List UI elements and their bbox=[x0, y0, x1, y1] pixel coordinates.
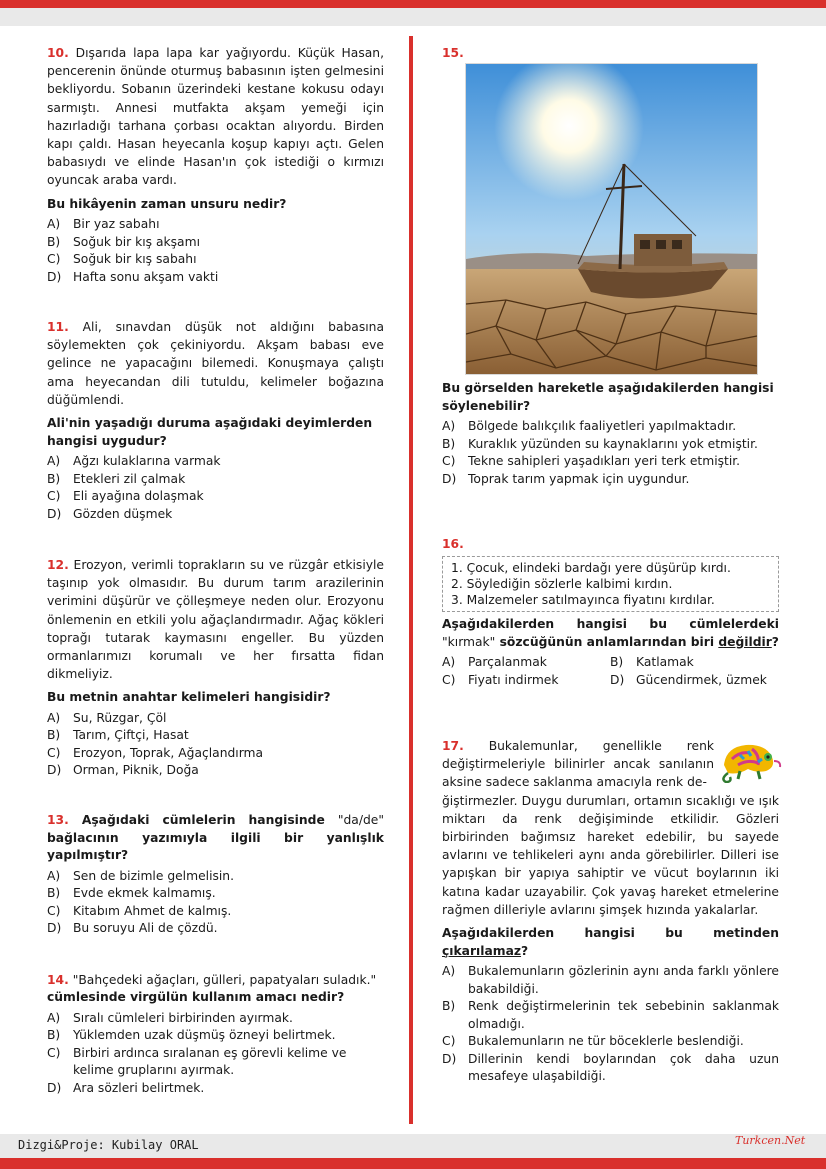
option-a[interactable]: A) Parçalanmak bbox=[442, 655, 547, 670]
photo-illustration bbox=[466, 64, 757, 374]
quoted-term: "da/de" bbox=[337, 813, 384, 827]
option-d[interactable]: D) Gücendirmek, üzmek bbox=[610, 672, 767, 687]
question-number: 13. bbox=[47, 813, 69, 827]
question-stem: Dışarıda lapa lapa kar yağıyordu. Küçük Hasan, pencerenin önünde oturmuş babasının işten gelmesini bekliyordu. Sobanın üzerindeki kestane kokusu odayı sarmıştı. Annesi mutfakta akşam yemeği için hazırladığı tarhana çorbası ocaktan alıyordu. Birden kapı çaldı. Hasan heyecanla koşup kapıyı açtı. Gelen babasıydı ve elinde Hasan'ın çok istediği o kırmızı oyuncak araba vardı. bbox=[47, 46, 384, 188]
option-b[interactable]: B) Evde ekmek kalmamış. bbox=[47, 886, 216, 900]
question-number: 17. bbox=[442, 739, 464, 753]
option-d[interactable]: D) Ara sözleri belirtmek. bbox=[47, 1080, 205, 1095]
option-d[interactable]: D) Hafta sonu akşam vakti bbox=[47, 269, 219, 284]
question-13 bbox=[47, 812, 384, 938]
option-b[interactable]: B) Soğuk bir kış akşamı bbox=[47, 234, 200, 249]
option-c[interactable]: C) Kitabım Ahmet de kalmış. bbox=[47, 903, 232, 918]
brand-logo[interactable]: Turkcen.Net bbox=[735, 1134, 806, 1147]
question-11 bbox=[47, 318, 384, 523]
sentence-1: 1. Çocuk, elindeki bardağı yere düşürüp kırdı. bbox=[451, 561, 731, 576]
question-15 bbox=[442, 380, 779, 488]
option-c[interactable]: C) Birbiri ardınca sıralanan eş görevli kelime ve kelime gruplarını ayırmak. bbox=[47, 1045, 347, 1078]
question-stem: Ali, sınavdan düşük not aldığını babasına söylemekten çok çekiniyordu. Akşam babası eve gelince ne yapacağını bilemedi. Konuşmaya çalıştı ama heyecandan dili tutuldu, kelimeler boğazına düğümlendi. bbox=[47, 320, 384, 407]
question-prompt-start: Aşağıdakilerden hangisi bu metinden bbox=[442, 926, 779, 941]
top-red-bar bbox=[0, 0, 826, 8]
question-14 bbox=[47, 971, 384, 1097]
option-a[interactable]: A) Su, Rüzgar, Çöl bbox=[47, 710, 167, 725]
option-a[interactable]: A) Bukalemunların gözlerinin aynı anda farklı yönlere bakabildiği. bbox=[442, 964, 779, 996]
question-15-number bbox=[442, 44, 779, 62]
question-number: 14. bbox=[47, 973, 69, 987]
question-prompt-start: Aşağıdaki cümlelerin hangisinde bbox=[81, 813, 325, 827]
question-prompt: cümlesinde virgülün kullanım amacı nedir? bbox=[47, 990, 345, 1005]
option-c[interactable]: C) Bukalemunların ne tür böceklerle beslendiği. bbox=[442, 1034, 744, 1049]
quoted-term: "kırmak" bbox=[442, 634, 496, 649]
question-prompt-end: sözcüğünün anlamlarından biri bbox=[499, 634, 715, 649]
question-prompt-start: Aşağıdakilerden hangisi bu cümlelerdeki bbox=[442, 617, 779, 632]
quoted-sentence: "Bahçedeki ağaçları, gülleri, papatyaları suladık." bbox=[72, 973, 377, 987]
option-c[interactable]: C) Erozyon, Toprak, Ağaçlandırma bbox=[47, 745, 264, 760]
option-a[interactable]: A) Bir yaz sabahı bbox=[47, 217, 160, 232]
option-a[interactable]: A) Sıralı cümleleri birbirinden ayırmak. bbox=[47, 1010, 293, 1025]
option-d[interactable]: D) Gözden düşmek bbox=[47, 506, 173, 521]
question-number: 16. bbox=[442, 537, 464, 551]
option-b[interactable]: B) Tarım, Çiftçi, Hasat bbox=[47, 728, 189, 743]
option-b[interactable]: B) Yüklemden uzak düşmüş özneyi belirtmek. bbox=[47, 1028, 336, 1043]
option-a[interactable]: A) Sen de bizimle gelmelisin. bbox=[47, 868, 235, 883]
question-prompt-end: bağlacının yazımıyla ilgili bir yanlışlık yapılmıştır? bbox=[47, 830, 384, 862]
question-number: 10. bbox=[47, 46, 69, 60]
question-16: 16. 1. Çocuk, elindeki bardağı yere düşürüp kırdı. 2. Söylediğin sözlerle kalbimi kırdın. 3. Malzemeler satılmayınca fiyatını kırdılar. Aşağıdakilerden hangisi bu cümlelerdeki "kırmak" sözcüğünün anlamlarından biri değildir? A) Parçalanmak B) Katlamak C) Fiyatı indirmek D) Gücendirmek, üzmek bbox=[442, 535, 779, 689]
question-number: 11. bbox=[47, 320, 69, 334]
option-a[interactable]: A) Ağzı kulaklarına varmak bbox=[47, 454, 221, 469]
question-number: 15. bbox=[442, 46, 464, 60]
options-grid bbox=[442, 654, 779, 689]
negation-word: çıkarılamaz bbox=[442, 943, 522, 958]
footer-credit: Dizgi&Proje: Kubilay ORAL bbox=[18, 1138, 199, 1152]
option-c[interactable]: C) Eli ayağına dolaşmak bbox=[47, 489, 204, 504]
option-d[interactable]: D) Orman, Piknik, Doğa bbox=[47, 763, 199, 778]
question-stem: Erozyon, verimli toprakların su ve rüzgâr etkisiyle taşınıp yok olmasıdır. Bu durum tarım arazilerinin verimini düşürür ve çölleşmeye neden olur. Erozyonu önlemenin en etkili yolu ağaçlandırmadır. Ağaç kökleri toprağı tutarak kaymasını engeller. Bu yüzden ormanlarımızı korumalı ve her fırsatta fidan dikmeliyiz. bbox=[47, 558, 384, 682]
option-a[interactable]: A) Bölgede balıkçılık faaliyetleri yapılmaktadır. bbox=[442, 419, 737, 433]
option-d[interactable]: D) Bu soruyu Ali de çözdü. bbox=[47, 921, 218, 935]
option-c[interactable]: C) Tekne sahipleri yaşadıkları yeri terk etmiştir. bbox=[442, 454, 741, 468]
sentences-box bbox=[442, 556, 779, 612]
question-stem-start: Bukalemunlar, genellikle renk değiştirmeleriyle bilinirler ancak sanılanın aksine sadece saklanma amacıyla renk de- bbox=[442, 739, 714, 790]
question-10 bbox=[47, 44, 384, 286]
option-b[interactable]: B) Kuraklık yüzünden su kaynaklarını yok etmiştir. bbox=[442, 436, 758, 451]
question-17: 17. Bukalemunlar, genellikle renk değiştirmeleriyle bilinirler ancak sanılanın aksine sadece saklanma amacıyla renk de- ğiştirmezler. Duygu durumları, ortamın sıcaklığı ve ışık miktarı da renk değişiminde etkilidir. Gözleri birbirinden bağımsız hareket edebilir, bu sayede avlarını ve tehlikeleri aynı anda görebilirler. Dilleri ise yapışkan bir yapıya sahiptir ve vücut boylarının iki katına kadar uzayabilir. Çok yavaş hareket etmelerine rağmen dilleriyle avlarını şimşek hızında yakalarlar. Aşağıdakilerden hangisi bu metinden çıkarılamaz? A) Bukalemunların gözlerinin aynı anda farklı yönlere bakabildiği. B) Renk değiştirmelerinin tek sebebinin saklanmak olmadığı. C) Bukalemunların ne tür böceklerle beslendiği. D) Dillerinin kendi boylarından çok daha uzun mesafeye ulaşabildiği. bbox=[442, 737, 779, 1086]
question-prompt: Ali'nin yaşadığı duruma aşağıdaki deyimlerden hangisi uygudur? bbox=[47, 416, 373, 448]
option-d[interactable]: D) Toprak tarım yapmak için uygundur. bbox=[442, 471, 690, 486]
question-prompt: Bu metnin anahtar kelimeleri hangisidir? bbox=[47, 690, 331, 705]
question-number: 12. bbox=[47, 558, 69, 572]
question-prompt: Bu görselden hareketle aşağıdakilerden hangisi söylenebilir? bbox=[442, 381, 774, 413]
sentence-3: 3. Malzemeler satılmayınca fiyatını kırdılar. bbox=[451, 593, 715, 608]
bottom-red-bar bbox=[0, 1158, 826, 1169]
option-c[interactable]: C) Soğuk bir kış sabahı bbox=[47, 252, 197, 267]
column-divider bbox=[409, 36, 413, 1124]
sentence-2: 2. Söylediğin sözlerle kalbimi kırdın. bbox=[451, 577, 673, 592]
option-c[interactable]: C) Fiyatı indirmek bbox=[442, 672, 559, 687]
negation-word: değildir bbox=[718, 634, 772, 649]
question-12 bbox=[47, 556, 384, 780]
option-b[interactable]: B) Etekleri zil çalmak bbox=[47, 471, 186, 486]
top-gray-band bbox=[0, 8, 826, 26]
question-stem-rest: ğiştirmezler. Duygu durumları, ortamın sıcaklığı ve ışık miktarı da renk değişiminde etkilidir. Gözleri birbirinden bağımsız hareket edebilir, bu sayede avlarını ve tehlikeleri aynı anda görebilirler. Dilleri ise yapışkan bir yapıya sahiptir ve vücut boylarının iki katına kadar uzayabilir. Çok yavaş hareket etmelerine rağmen dilleriyle avlarını şimşek hızında yakalarlar. bbox=[442, 793, 779, 917]
option-b[interactable]: B) Katlamak bbox=[610, 655, 694, 670]
dried-lake-boat-photo bbox=[465, 63, 758, 375]
option-d[interactable]: D) Dillerinin kendi boylarından çok daha uzun mesafeye ulaşabildiği. bbox=[442, 1051, 779, 1084]
option-b[interactable]: B) Renk değiştirmelerinin tek sebebinin saklanmak olmadığı. bbox=[442, 999, 779, 1031]
question-prompt: Bu hikâyenin zaman unsuru nedir? bbox=[47, 196, 287, 211]
